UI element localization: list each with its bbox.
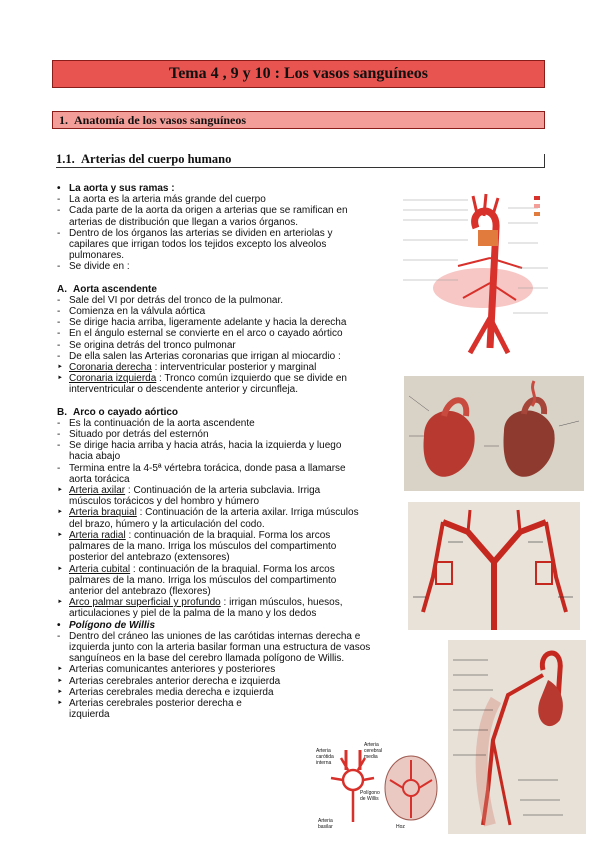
willis-label-basilar: Arteria basilar <box>318 818 333 830</box>
section-title: Anatomía de los vasos sanguíneos <box>74 113 247 127</box>
willis-label-hoz: Hoz <box>396 824 405 830</box>
page-title: Tema 4 , 9 y 10 : Los vasos sanguíneos <box>52 60 545 88</box>
list-item: ‣ Arterias cerebrales posterior derecha e <box>57 697 242 709</box>
list-item: - Se dirige hacia arriba y hacia atrás, hacia la izquierda y luego <box>57 440 342 452</box>
list-item: ‣ Coronaria izquierda : Tronco común izquierdo que se divide en <box>57 373 347 385</box>
willis-label-polygon: Polígono de Willis <box>360 790 380 802</box>
heart-photo <box>404 376 584 491</box>
arm-arteries-illustration <box>408 502 580 630</box>
list-item: ‣ Arteria radial : continuación de la braquial. Forma los arcos <box>57 529 331 541</box>
subsection-title: Arterias del cuerpo humano <box>81 152 232 166</box>
list-item: - La aorta es la arteria más grande del cuerpo <box>57 194 266 206</box>
list-item-cont: hacia abajo <box>69 451 121 463</box>
section-a-heading: A. Aorta ascendente <box>57 283 157 295</box>
list-item: - En el ángulo esternal se convierte en el arco o cayado aórtico <box>57 328 343 340</box>
list-item-cont: articulaciones y piel de la palma de la mano y los dedos <box>69 608 317 620</box>
list-item-cont: músculos torácicos y del hombro y húmero <box>69 496 260 508</box>
arm-arteries-photo <box>408 502 580 630</box>
list-item: ‣ Arteria braquial : Continuación de la arteria axilar. Irriga músculos <box>57 507 359 519</box>
aorta-illustration <box>398 188 588 358</box>
list-item: - De ella salen las Arterias coronarias que irrigan al miocardio : <box>57 350 341 362</box>
list-item: - Sale del VI por detrás del tronco de la pulmonar. <box>57 294 284 306</box>
list-item-cont: aorta torácica <box>69 473 130 485</box>
list-item: ‣ Arterias cerebrales media derecha e izquierda <box>57 686 274 698</box>
circle-of-willis-diagram <box>316 740 444 832</box>
list-item: ‣ Arterias comunicantes anteriores y posteriores <box>57 664 276 676</box>
subsection-heading <box>56 152 545 168</box>
section-b-heading: B. Arco o cayado aórtico <box>57 406 179 418</box>
list-item: - Se divide en : <box>57 261 130 273</box>
list-item-cont: palmares de la mano. Irriga los músculos del compartimento <box>69 574 337 586</box>
list-item-cont: izquierda junto con la arteria basilar forman una estructura de vasos <box>69 641 371 653</box>
list-item: - Cada parte de la aorta da origen a arterias que se ramifican en <box>57 205 348 217</box>
list-item-cont: posterior del antebrazo (extensores) <box>69 552 230 564</box>
willis-label-carotid: Arteria carótida interna <box>316 748 334 766</box>
list-item: ‣ Arteria axilar : Continuación de la arteria subclavia. Irriga <box>57 485 321 497</box>
list-item-cont: interventricular o descendente anterior y circunfleja. <box>69 384 299 396</box>
list-item: - Se origina detrás del tronco pulmonar <box>57 339 236 351</box>
list-item-cont: sanguíneos en la base del cerebro llamada polígono de Willis. <box>69 653 345 665</box>
list-item: - Termina entre la 4-5ª vértebra torácica, donde pasa a llamarse <box>57 462 346 474</box>
list-item: - Es la continuación de la aorta ascendente <box>57 417 255 429</box>
list-item: - Dentro de los órganos las arterias se dividen en arteriolas y <box>57 227 333 239</box>
upper-limb-arteries-photo <box>448 640 586 834</box>
list-item: ‣ Arco palmar superficial y profundo : irrigan músculos, huesos, <box>57 597 343 609</box>
upper-limb-illustration <box>448 640 586 834</box>
list-item-cont: arterias de distribución que llegan a varios órganos. <box>69 216 299 228</box>
list-item: ‣ Coronaria derecha : interventricular posterior y marginal <box>57 362 317 374</box>
list-item: - Se dirige hacia arriba, ligeramente adelante y hacia la derecha <box>57 317 347 329</box>
section-heading <box>52 111 545 129</box>
list-item-cont: capilares que irrigan todos los tejidos excepto los alveolos <box>69 239 327 251</box>
list-item: ‣ Arterias cerebrales anterior derecha e izquierda <box>57 675 281 687</box>
list-item-cont: anterior del antebrazo (flexores) <box>69 585 211 597</box>
list-item: - Dentro del cráneo las uniones de las carótidas internas derecha e <box>57 630 361 642</box>
heart-illustration <box>404 376 584 491</box>
list-item-cont: pulmonares. <box>69 250 125 262</box>
list-item: - Comienza en la válvula aórtica <box>57 306 206 318</box>
intro-heading: • La aorta y sus ramas : <box>57 183 175 194</box>
list-item-cont: izquierda <box>69 709 110 721</box>
section-number: 1. <box>59 113 68 127</box>
list-item: ‣ Arteria cubital : continuación de la braquial. Forma los arcos <box>57 563 335 575</box>
willis-label-media: Arteria cerebral media <box>364 742 383 760</box>
list-item-cont: palmares de la mano. Irriga los músculos del compartimento <box>69 541 337 553</box>
intro-block <box>57 183 397 720</box>
willis-heading: • Polígono de Willis <box>57 619 156 631</box>
list-item-cont: del brazo, húmero y la articulación del codo. <box>69 518 265 530</box>
aorta-diagram <box>398 188 588 358</box>
subsection-number: 1.1. <box>56 152 75 166</box>
list-item: - Situado por detrás del esternón <box>57 429 209 441</box>
